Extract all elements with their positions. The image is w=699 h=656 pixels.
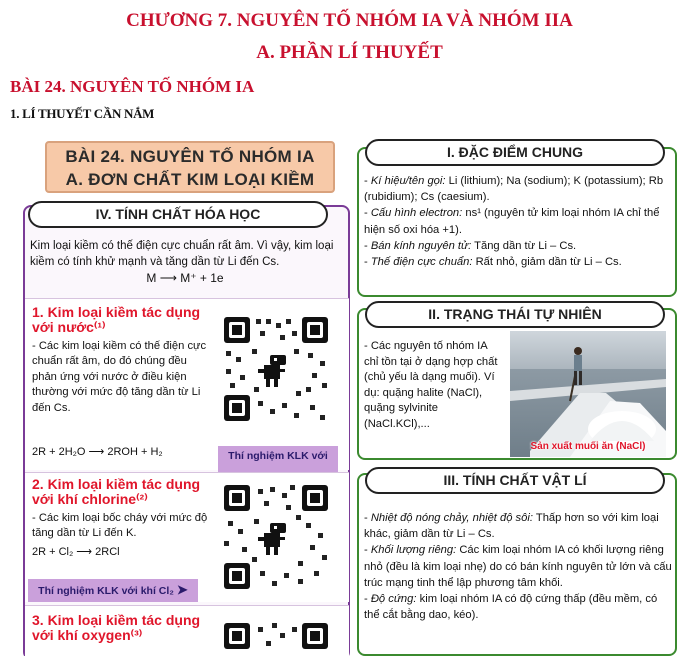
water-qr-caption: Thí nghiệm KLK với — [218, 446, 338, 486]
oxidation-equation: M ⟶ M⁺ + 1e — [146, 271, 224, 285]
chlorine-reaction-title: 2. Kim loại kiềm tác dụng với khí chlorine⁽²⁾ — [32, 476, 201, 507]
qr-code-icon — [220, 619, 332, 656]
subsection-title: 1. LÍ THUYẾT CẦN NẮM — [10, 106, 155, 121]
melting-point-line: - Nhiệt độ nóng chảy, nhiệt độ sôi: Thấp hơn so với kim loại khác, giảm dần từ Li – Cs. — [364, 512, 659, 541]
banner-line-2: A. ĐƠN CHẤT KIM LOẠI KIỀM — [65, 170, 315, 189]
chlorine-caption-text: Thí nghiệm KLK với khí Cl₂ — [38, 585, 174, 597]
chemical-properties-intro: Kim loại kiềm có thế điện cực chuẩn rất âm. Vì vậy, kim loại kiềm có tính khử mạnh và tăng dần từ Li đến Cs. — [30, 240, 334, 268]
density-line: - Khối lượng riêng: Các kim loại nhóm IA có khối lượng riêng nhỏ (đều là kim loại nhẹ) do có bán kính nguyên tử lớn và cấu trúc mạng tinh thể lập phương tâm khối. — [364, 544, 672, 589]
natural-state-body: - Các nguyên tố nhóm IA chỉ tồn tại ở dạng hợp chất (chủ yếu là dạng muối). Ví dụ: quặng halite (NaCl), quặng sylvinite (NaCl.KCl),... — [364, 340, 498, 430]
electron-config-line: - Cấu hình electron: ns¹ (nguyên tử kim loại nhóm IA chỉ thể hiện số oxi hóa +1). — [364, 207, 660, 236]
lesson-title: BÀI 24. NGUYÊN TỐ NHÓM IA — [10, 77, 255, 96]
qr-code-icon — [220, 481, 332, 593]
chlorine-reaction-equation: 2R + Cl₂ ⟶ 2RCl — [32, 546, 120, 558]
oxygen-qr-code[interactable] — [220, 619, 332, 656]
hardness-line: - Độ cứng: kim loại nhóm IA có độ cứng thấp (đều mềm, có thể cắt bằng dao, kéo). — [364, 593, 658, 622]
electrode-potential-line: - Thế điện cực chuẩn: Rất nhỏ, giảm dần từ Li – Cs. — [364, 256, 622, 269]
infographic-banner — [45, 141, 335, 193]
arrow-right-icon: ➤ — [176, 582, 188, 597]
chemical-properties-title: IV. TÍNH CHẤT HÓA HỌC — [28, 201, 328, 228]
salt-production-photo — [510, 331, 666, 457]
atomic-radius-line: - Bán kính nguyên tử: Tăng dần từ Li – Cs. — [364, 239, 577, 252]
chlorine-reaction-body: - Các kim loại bốc cháy với mức độ tăng dần từ Li đến K. — [32, 512, 208, 540]
symbol-line: - Kí hiệu/tên gọi: Li (lithium); Na (sodium); K (potassium); Rb (rubidium); Cs (caesium). — [364, 175, 664, 204]
water-qr-code[interactable] — [220, 313, 332, 425]
physical-properties-body — [364, 510, 672, 623]
lesson-infographic — [20, 135, 680, 656]
chlorine-qr-caption — [28, 579, 198, 602]
part-title: A. PHẦN LÍ THUYẾT — [256, 42, 443, 63]
physical-properties-title: III. TÍNH CHẤT VẬT LÍ — [365, 467, 665, 494]
water-reaction-body: - Các kim loại kiềm có thế điện cực chuẩn rất âm, do đó chúng đều phản ứng với nước ở điều kiện thường với mức độ tăng dần từ Li đến Cs. — [32, 340, 207, 414]
banner-line-1: BÀI 24. NGUYÊN TỐ NHÓM IA — [65, 147, 315, 166]
natural-state-title: II. TRẠNG THÁI TỰ NHIÊN — [365, 301, 665, 328]
general-features-title: I. ĐẶC ĐIỂM CHUNG — [365, 139, 665, 166]
chlorine-qr-code[interactable] — [220, 481, 332, 593]
salt-photo-caption: Sản xuất muối ăn (NaCl) — [530, 441, 646, 452]
qr-code-icon — [220, 313, 332, 425]
chapter-title: CHƯƠNG 7. NGUYÊN TỐ NHÓM IA VÀ NHÓM IIA — [126, 10, 573, 31]
oxygen-reaction-title: 3. Kim loại kiềm tác dụng với khí oxygen⁽³⁾ — [32, 612, 201, 643]
general-features-body — [364, 173, 672, 270]
water-reaction-equation: 2R + 2H₂O ⟶ 2ROH + H₂ — [32, 446, 163, 458]
water-reaction-title: 1. Kim loại kiềm tác dụng với nước⁽¹⁾ — [32, 304, 201, 335]
